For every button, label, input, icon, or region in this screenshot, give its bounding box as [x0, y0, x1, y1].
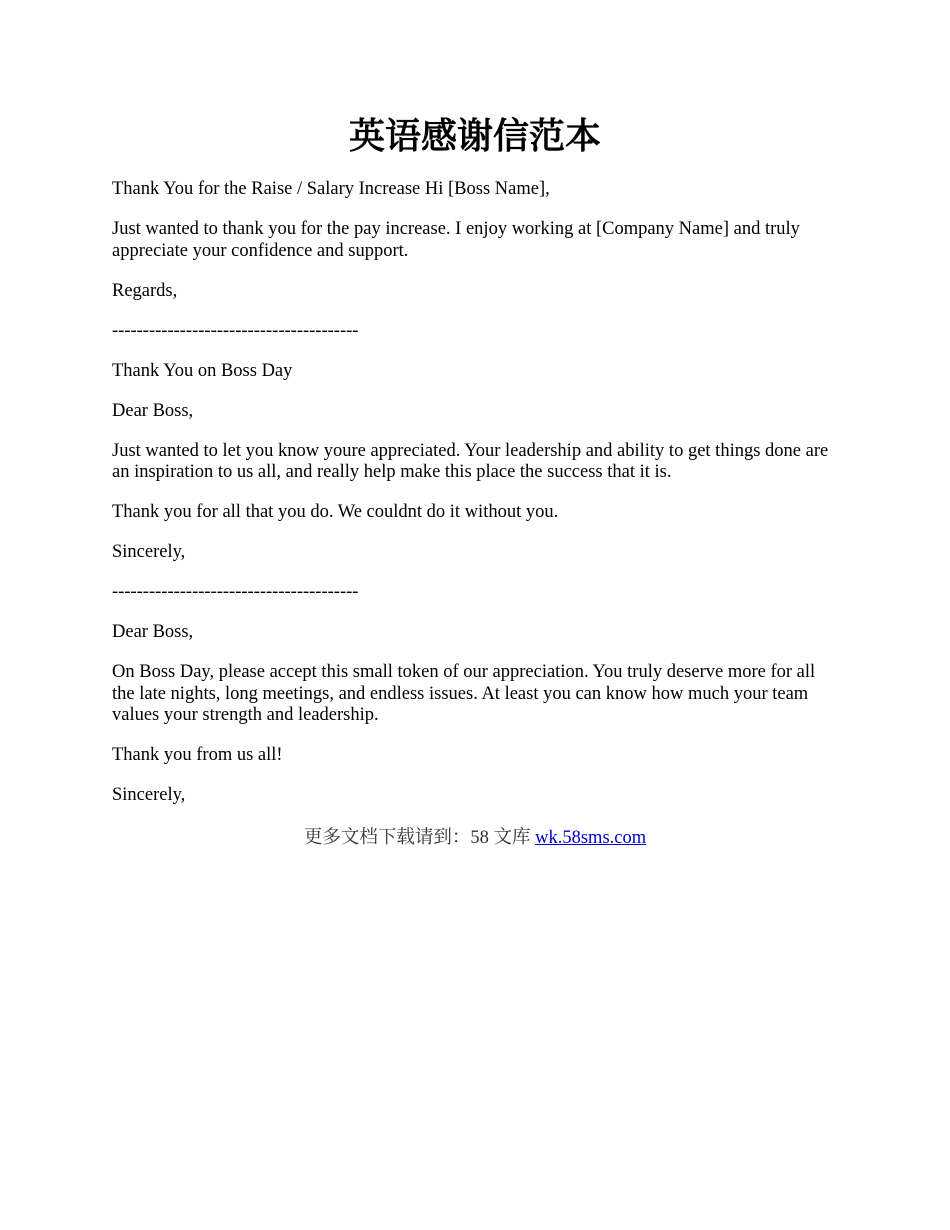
footer-link[interactable]: wk.58sms.com [535, 828, 647, 848]
paragraph: Thank you from us all! [112, 745, 283, 765]
separator: ---------------------------------------- [112, 320, 359, 341]
document-title: 英语感谢信范本 [348, 115, 601, 157]
paragraph: Just wanted to let you know youre appreciated. Your leadership and ability to get things done are an inspiration to us all, and really help make this place the success that it is. [112, 440, 829, 482]
closing: Sincerely, [112, 785, 186, 805]
separator: ---------------------------------------- [112, 582, 359, 602]
salutation: Dear Boss, [112, 400, 194, 421]
footer [0, 827, 950, 849]
paragraph: Just wanted to thank you for the pay increase. I enjoy working at [Company Name] and truly appreciate your confidence and support. [112, 219, 800, 261]
section-heading: Thank You on Boss Day [112, 360, 293, 381]
closing: Regards, [112, 280, 178, 301]
salutation: Dear Boss, [112, 622, 194, 642]
paragraph: On Boss Day, please accept this small token of our appreciation. You truly deserve more for all the late nights, long meetings, and endless issues. At least you can know how much your team values your strength and leadership. [112, 662, 816, 725]
footer-text: 更多文档下载请到：58 文库 [303, 828, 536, 848]
document-body [112, 179, 840, 825]
closing: Sincerely, [112, 542, 186, 562]
paragraph: Thank you for all that you do. We couldnt do it without you. [112, 502, 559, 522]
subject-line: Thank You for the Raise / Salary Increase Hi [Boss Name], [112, 179, 550, 199]
